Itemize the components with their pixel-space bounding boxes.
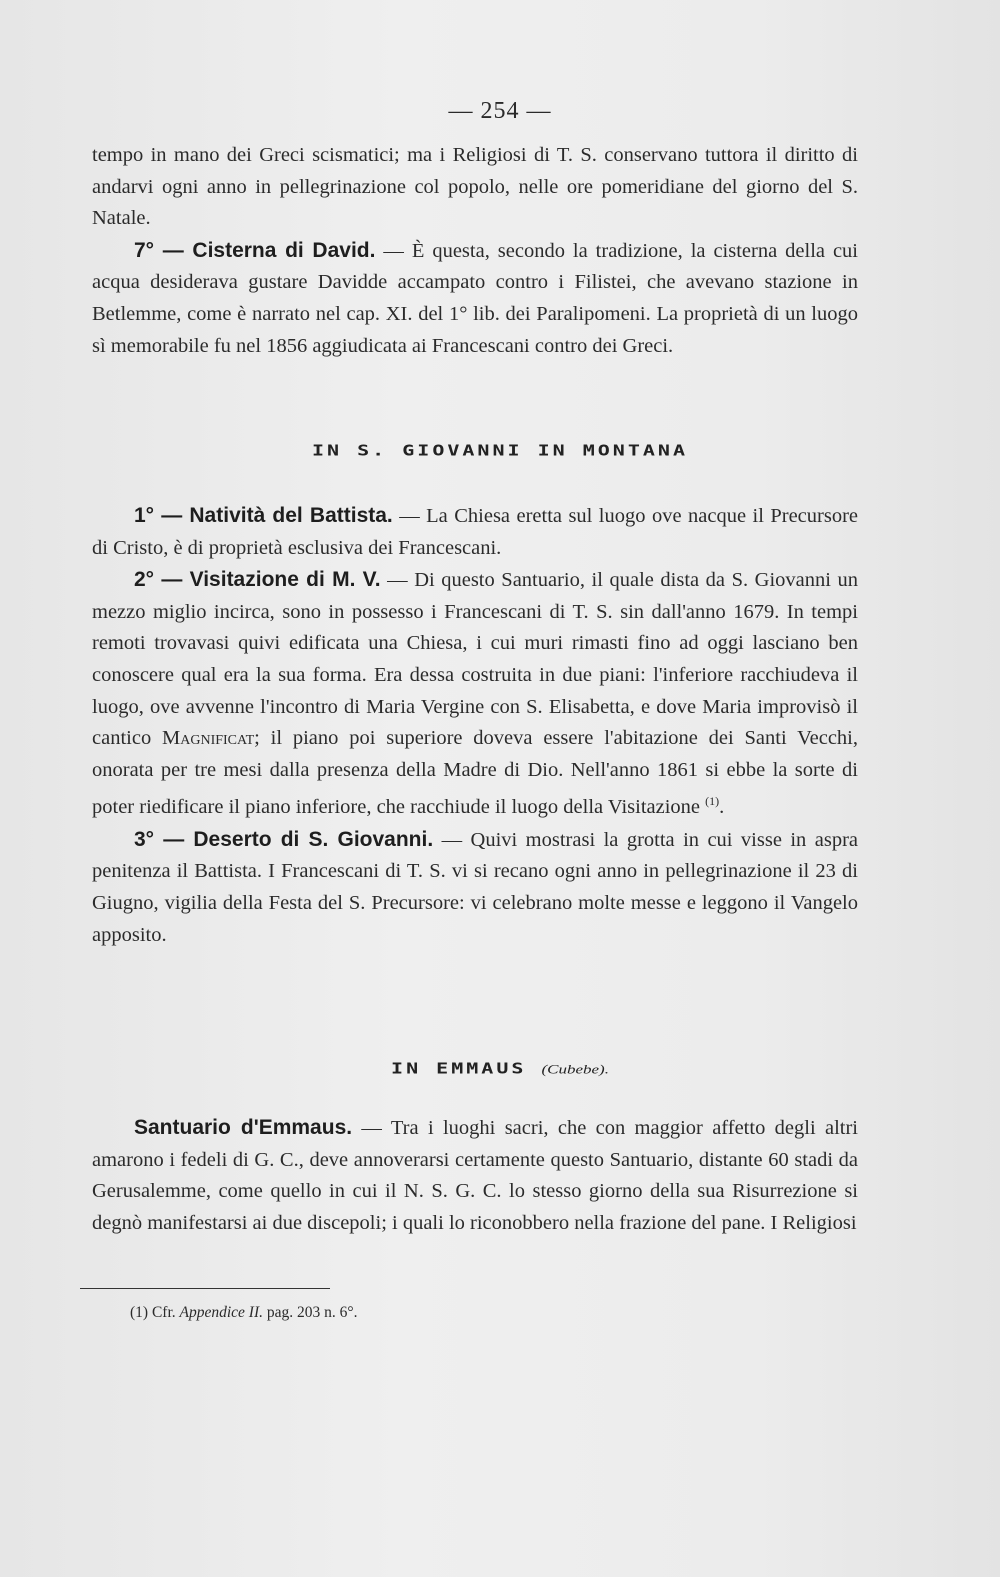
footnote-divider <box>80 1288 330 1289</box>
text-block-betlemme <box>92 140 858 362</box>
footnote-rest: pag. 203 n. 6°. <box>266 1304 358 1321</box>
item-heading: 2° — Visitazione di M. V. <box>134 568 381 592</box>
item-heading: 1° — Natività del Battista. <box>134 504 393 527</box>
item-text-continued: ; il piano poi superiore doveva essere l'abitazione dei Santi Vecchi, onorata per tre mesi dalla presenza della Madre di Dio. Nell'anno 1861 si ebbe la sorte di poter riedificare il piano inferiore, che racchiude il luogo della Visitazione <box>92 727 858 819</box>
footnote-marker: (1) <box>705 794 720 809</box>
section-title: IN EMMAUS <box>391 1059 527 1077</box>
section-subtitle: (Cubebe). <box>541 1062 609 1077</box>
paragraph-cisterna-david <box>92 235 858 362</box>
section-heading-s-giovanni <box>0 441 1000 459</box>
item-text: — È questa, secondo la tradizione, la cisterna della cui acqua desiderava gustare Davidde accampato contro i Filistei, che avevano stazione in Betlemme, come è narrato nel cap. XI. del 1° lib. dei Paralipomeni. La proprietà di un luogo sì memorabile fu nel 1856 aggiudicata ai Francescani contro dei Greci. <box>92 239 858 357</box>
paragraph-visitazione <box>92 564 858 824</box>
paragraph-deserto <box>92 824 858 951</box>
item-text-end: . <box>719 796 725 819</box>
item-heading: 7° — Cisterna di David. <box>134 238 376 262</box>
item-heading: 3° — Deserto di S. Giovanni. <box>134 827 434 851</box>
paragraph-santuario-emmaus <box>92 1112 858 1239</box>
section-title: IN S. GIOVANNI IN MONTANA <box>311 441 689 459</box>
page-number: — 254 — <box>448 98 552 124</box>
magnificat-small-caps: Magnificat <box>162 727 255 750</box>
item-text: — Quivi mostrasi la grotta in cui visse in aspra penitenza il Battista. I Francescani di T. S. vi si recano ogni anno in pellegrinazione il 23 di Giugno, vigilia della Festa del S. Precursore: vi celebrano molte messe e leggono il Vangelo apposito. <box>92 828 858 946</box>
item-text: — La Chiesa eretta sul luogo ove nacque il Precursore di Cristo, è di proprietà esclusiva dei Francescani. <box>92 505 858 559</box>
item-heading: Santuario d'Emmaus. <box>134 1116 353 1139</box>
footnote-reference: Appendice II. <box>179 1304 264 1321</box>
item-text: — Di questo Santuario, il quale dista da S. Giovanni un mezzo miglio incirca, sono in possesso i Francescani di T. S. sin dall'anno 1679. In tempi remoti trovavasi quivi edificata una Chiesa, i cui muri rimasti fino ad oggi lasciano ben conoscere qual era la sua forma. Era dessa costruita in due piani: l'inferiore racchiudeva il luogo, ove avvenne l'incontro di Maria Vergine con S. Elisabetta, e dove Maria improvisò il cantico <box>92 569 858 750</box>
paragraph-grotta-continued: tempo in mano dei Greci scismatici; ma i Religiosi di T. S. conservano tuttora il diritto di andarvi ogni anno in pellegrinazione col popolo, nelle ore pomeridiane del giorno del S. Natale. <box>92 144 858 230</box>
footnote <box>130 1304 357 1322</box>
item-text: — Tra i luoghi sacri, che con maggior affetto degli altri amarono i fedeli di G. C., deve annoverarsi certamente questo Santuario, distante 60 stadi da Gerusalemme, come quello in cui il N. S. G. C. lo stesso giorno della sua Risurrezione si degnò manifestarsi ai due discepoli; i quali lo riconobbero nella frazione del pane. I Religiosi <box>92 1117 858 1234</box>
paragraph-nativita <box>92 500 858 564</box>
section-heading-emmaus <box>0 1059 1000 1077</box>
footnote-number: (1) Cfr. <box>130 1304 176 1321</box>
text-block-s-giovanni <box>92 500 858 951</box>
text-block-emmaus <box>92 1112 858 1239</box>
